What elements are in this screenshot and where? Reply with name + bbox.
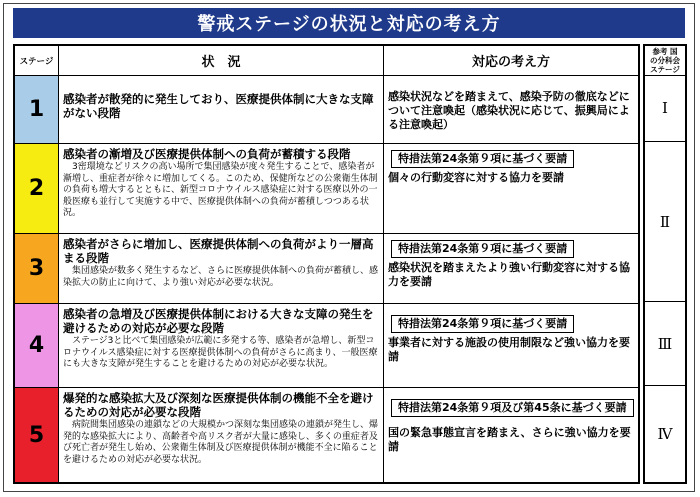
stage-number: 4 — [28, 333, 45, 358]
stage-number: 1 — [28, 97, 45, 122]
situation-title: 感染者がさらに増加し、医療提供体制への負荷がより一層高まる段階 — [63, 237, 374, 265]
stage-row-1 — [15, 76, 638, 144]
stage-number: 5 — [28, 422, 45, 448]
stage-row-4 — [15, 304, 638, 388]
stage-number-cell — [15, 388, 59, 482]
stage-row-3 — [15, 234, 638, 304]
stage-table — [13, 44, 640, 484]
header-stage: ステージ — [15, 46, 59, 75]
title-banner — [13, 8, 685, 38]
national-stage-cell — [645, 74, 685, 142]
national-stage-numeral: Ⅱ — [659, 212, 671, 231]
situation-cell — [59, 234, 384, 303]
header-situation: 状 況 — [59, 46, 384, 75]
situation-cell — [59, 304, 384, 387]
situation-title: 感染者が散発的に発生しており、医療提供体制に大きな支障がない段階 — [63, 92, 374, 120]
national-stage-header-line: ステージ — [650, 65, 680, 74]
situation-cell — [59, 76, 384, 143]
national-stage-column — [643, 44, 687, 484]
national-stage-header-line: の分科会 — [650, 56, 680, 65]
situation-detail: 病院間集団感染の連鎖などの大規模かつ深刻な集団感染の連鎖が発生し、爆発的な感染拡大により、高齢者や高リスク者が大量に感染し、多くの重症者及び死亡者が発生し始め、公衆衛生体制及び医療提供体制が機能不全に陥ることを避けるための対応が必要な状況。 — [63, 420, 379, 465]
stage-number-cell — [15, 76, 59, 143]
legal-basis-box: 特措法第24条第９項に基づく要請 — [391, 315, 574, 333]
response-cell — [384, 76, 638, 143]
response-cell — [384, 144, 638, 233]
table-header-row — [15, 46, 638, 76]
stage-number-cell — [15, 144, 59, 233]
situation-detail: ステージ3と比べて集団感染が広範に多発する等、感染者が急増し、新型コロナウイルス感染症に対する医療提供体制への負荷がさらに高まり、一般医療にも大きな支障が発生することを避けるための対応が必要な状況。 — [63, 336, 378, 369]
legal-basis-box: 特措法第24条第９項に基づく要請 — [391, 240, 574, 258]
national-stage-numeral: Ⅲ — [657, 334, 673, 353]
national-stage-cell — [645, 302, 685, 386]
legal-basis-box: 特措法第24条第９項に基づく要請 — [391, 150, 574, 168]
situation-title: 感染者の漸増及び医療提供体制への負荷が蓄積する段階 — [63, 147, 351, 161]
response-cell — [384, 234, 638, 303]
response-text: 感染状況を踏まえたより強い行動変容に対する協力を要請 — [388, 261, 630, 288]
national-stage-header-line: 参考 国 — [652, 47, 678, 56]
response-text: 感染状況などを踏まえて、感染予防の徹底などについて注意喚起（感染状況に応じて、振興局による注意喚起） — [388, 90, 630, 131]
header-response: 対応の考え方 — [471, 55, 550, 70]
national-stage-cell — [645, 386, 685, 482]
national-stage-numeral: Ⅰ — [662, 98, 668, 117]
situation-title: 爆発的な感染拡大及び深刻な医療提供体制の機能不全を避けるための対応が必要な段階 — [63, 391, 374, 419]
situation-cell — [59, 144, 384, 233]
stage-number-cell — [15, 304, 59, 387]
stage-number: 3 — [28, 256, 45, 281]
page-title: 警戒ステージの状況と対応の考え方 — [197, 14, 501, 35]
response-text: 国の緊急事態宣言を踏まえ、さらに強い協力を要請 — [388, 426, 631, 453]
situation-title: 感染者の急増及び医療提供体制における大きな支障の発生を避けるための対応が必要な段階 — [63, 307, 374, 335]
national-stage-header — [645, 46, 685, 76]
response-cell — [384, 388, 638, 482]
stage-row-2 — [15, 144, 638, 234]
situation-detail: 集団感染が数多く発生するなど、さらに医療提供体制への負荷が蓄積し、感染拡大の防止に向けて、より強い対応が必要な状況。 — [63, 266, 379, 288]
stage-row-5 — [15, 388, 638, 482]
national-stage-numeral: Ⅳ — [657, 425, 673, 443]
stage-number-cell — [15, 234, 59, 303]
response-text: 個々の行動変容に対する協力を要請 — [388, 171, 564, 184]
situation-cell — [59, 388, 384, 482]
national-stage-cell — [645, 142, 685, 302]
response-cell — [384, 304, 638, 387]
situation-detail: 3密環境などリスクの高い場所で集団感染が度々発生することで、感染者が漸増し、重症者が徐々に増加してくる。このため、保健所などの公衆衛生体制の負荷も増大するとともに、新型コロナウイルス感染症に対する医療以外の一般医療も並行して実施する中で、医療提供体制への負荷が蓄積しつつある状況。 — [63, 162, 378, 218]
response-text: 事業者に対する施設の使用制限など強い協力を要請 — [388, 336, 630, 363]
legal-basis-box: 特措法第24条第９項及び第45条に基づく要請 — [391, 399, 634, 417]
stage-number: 2 — [28, 176, 45, 201]
